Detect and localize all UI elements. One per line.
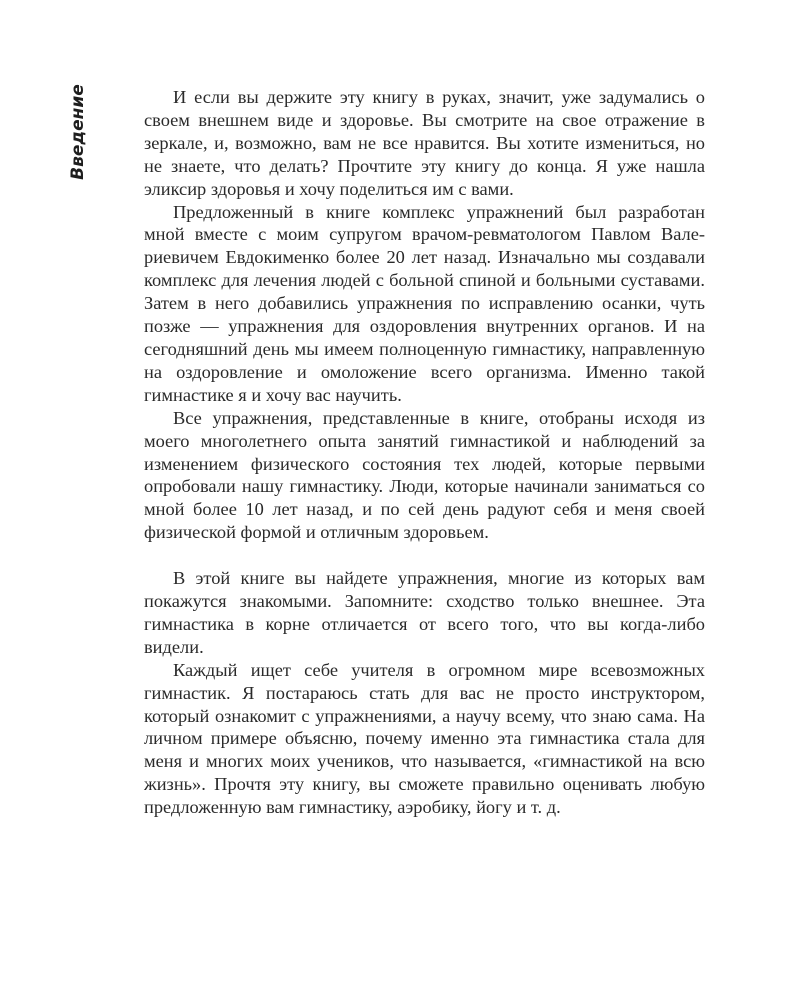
paragraph-3: Все упражнения, представленные в книге, отобраны исходя из моего многолетнего опыта занятий гимнастикой и наблюдений за изменением физического состояния тех людей, которые первыми опробовали нашу гимнастику. Люди, которые начинали заниматься со мной более 10 лет назад, и по сей день радуют себя и меня своей физической формой и отличным здоровьем. <box>144 407 705 543</box>
paragraph-5: Каждый ищет себе учителя в огромном мире всевозможных гимнастик. Я постараюсь стать для вас не просто инструктором, который ознакомит с упражнениями, а научу всему, что знаю сама. На личном примере объясню, почему именно эта гимнастика стала для меня и многих моих учеников, что называется, «гимнастикой на всю жизнь». Прочтя эту книгу, вы сможете правильно оценивать любую предложенную вам гимнастику, аэробику, йогу и т. д. <box>144 659 705 818</box>
section-gap <box>144 544 705 567</box>
paragraph-4: В этой книге вы найдете упражнения, многие из которых вам покажутся знакомыми. Запомните: сходство только внешнее. Эта гимнастика в корне отличается от всего того, что вы когда-либо видели. <box>144 568 705 657</box>
section-label: Введение <box>68 84 88 180</box>
paragraph-1: И если вы держите эту книгу в руках, значит, уже задумались о своем внешнем виде и здоровье. Вы смотрите на свое отражение в зеркале, и, возможно, вам не все нравится. Вы хотите измениться, но не знаете, что делать? Прочтите эту книгу до конца. Я уже нашла эликсир здоровья и хочу поделиться им с вами. <box>144 87 705 199</box>
paragraph-2: Предложенный в книге комплекс упражнений был разработан мной вместе с моим супругом врачом-ревматологом Павлом Валериевичем Евдокименко более 20 лет назад. Изначально мы создавали комплекс для лечения людей с больной спиной и больными суставами. Затем в него добавились упражнения по исправлению осанки, чуть позже — упражнения для оздоровления внутренних органов. И на сегодняшний день мы имеем полноценную гимнастику, направленную на оздоровление и омоложение всего организма. Именно такой гимнастике я и хочу вас научить. <box>144 201 705 405</box>
body-text <box>144 86 705 819</box>
running-header <box>62 84 94 180</box>
